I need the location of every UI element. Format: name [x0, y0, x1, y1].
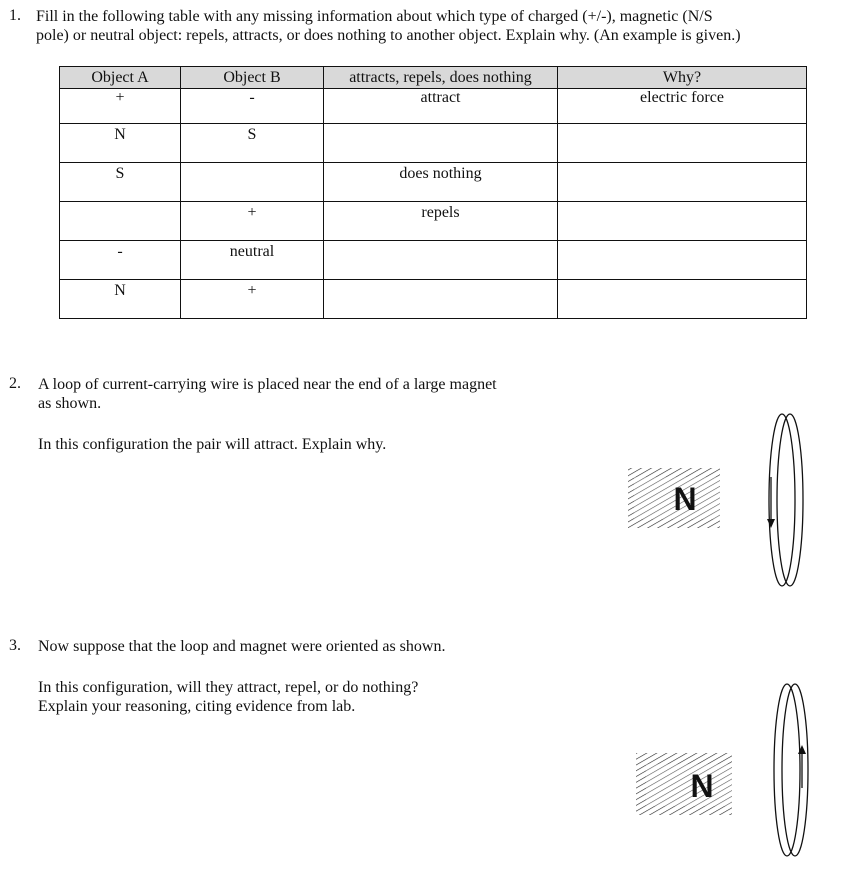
cell-why[interactable] — [558, 280, 807, 319]
cell-why[interactable] — [558, 124, 807, 163]
table-row — [60, 241, 807, 280]
wire-loop — [774, 684, 808, 856]
magnet-loop-figure-2 — [620, 670, 820, 865]
current-arrow-down-icon — [767, 477, 775, 528]
q1-line2: pole) or neutral object: repels, attracts, or does nothing to another object. Explain why. (An example is given.) — [36, 27, 741, 44]
current-arrow-up-icon — [798, 745, 806, 788]
q2-line1: A loop of current-carrying wire is placed near the end of a large magnet — [38, 376, 497, 393]
q1-number: 1. — [9, 7, 21, 24]
cell-interaction[interactable] — [324, 241, 558, 280]
q2-text — [38, 375, 497, 413]
table-header-row — [60, 67, 807, 89]
cell-object-a: + — [60, 89, 181, 124]
cell-why[interactable] — [558, 202, 807, 241]
cell-interaction: does nothing — [324, 163, 558, 202]
q3-line2: In this configuration, will they attract, repel, or do nothing? — [38, 679, 419, 696]
q3-text — [38, 678, 418, 716]
cell-interaction[interactable] — [324, 280, 558, 319]
cell-object-b[interactable] — [181, 163, 324, 202]
cell-interaction[interactable] — [324, 124, 558, 163]
cell-object-b: - — [181, 89, 324, 124]
bar-magnet — [636, 753, 732, 815]
table-row — [60, 280, 807, 319]
cell-interaction: repels — [324, 202, 558, 241]
header-object-b: Object B — [181, 67, 324, 89]
q1-line1: Fill in the following table with any missing information about which type of charged (+/-), magnetic (N/S — [36, 8, 713, 25]
cell-object-b: S — [181, 124, 324, 163]
q2-line2: as shown. — [38, 395, 102, 412]
q1-text — [36, 7, 741, 45]
q3-number: 3. — [9, 637, 21, 654]
q2-number: 2. — [9, 375, 21, 392]
cell-object-a: S — [60, 163, 181, 202]
magnet-n-label: N — [673, 481, 697, 517]
header-why: Why? — [558, 67, 807, 89]
table-row — [60, 124, 807, 163]
magnet-loop-figure-1 — [610, 405, 810, 595]
table-row — [60, 89, 807, 124]
cell-object-a: N — [60, 124, 181, 163]
cell-interaction: attract — [324, 89, 558, 124]
cell-object-a: N — [60, 280, 181, 319]
magnet-n-label: N — [690, 768, 714, 804]
cell-object-b: + — [181, 280, 324, 319]
bar-magnet — [628, 468, 720, 528]
header-interaction: attracts, repels, does nothing — [324, 67, 558, 89]
q3-line3: Explain your reasoning, citing evidence from lab. — [38, 698, 356, 715]
cell-object-a: - — [60, 241, 181, 280]
wire-loop — [769, 414, 803, 586]
cell-why: electric force — [558, 89, 807, 124]
cell-object-b: + — [181, 202, 324, 241]
table-row — [60, 163, 807, 202]
q3-line1: Now suppose that the loop and magnet were oriented as shown. — [38, 638, 446, 655]
cell-object-b: neutral — [181, 241, 324, 280]
header-object-a: Object A — [60, 67, 181, 89]
q2-prompt: In this configuration the pair will attract. Explain why. — [38, 436, 387, 453]
cell-why[interactable] — [558, 241, 807, 280]
table-row — [60, 202, 807, 241]
cell-why[interactable] — [558, 163, 807, 202]
cell-object-a[interactable] — [60, 202, 181, 241]
charges-table — [59, 66, 807, 319]
